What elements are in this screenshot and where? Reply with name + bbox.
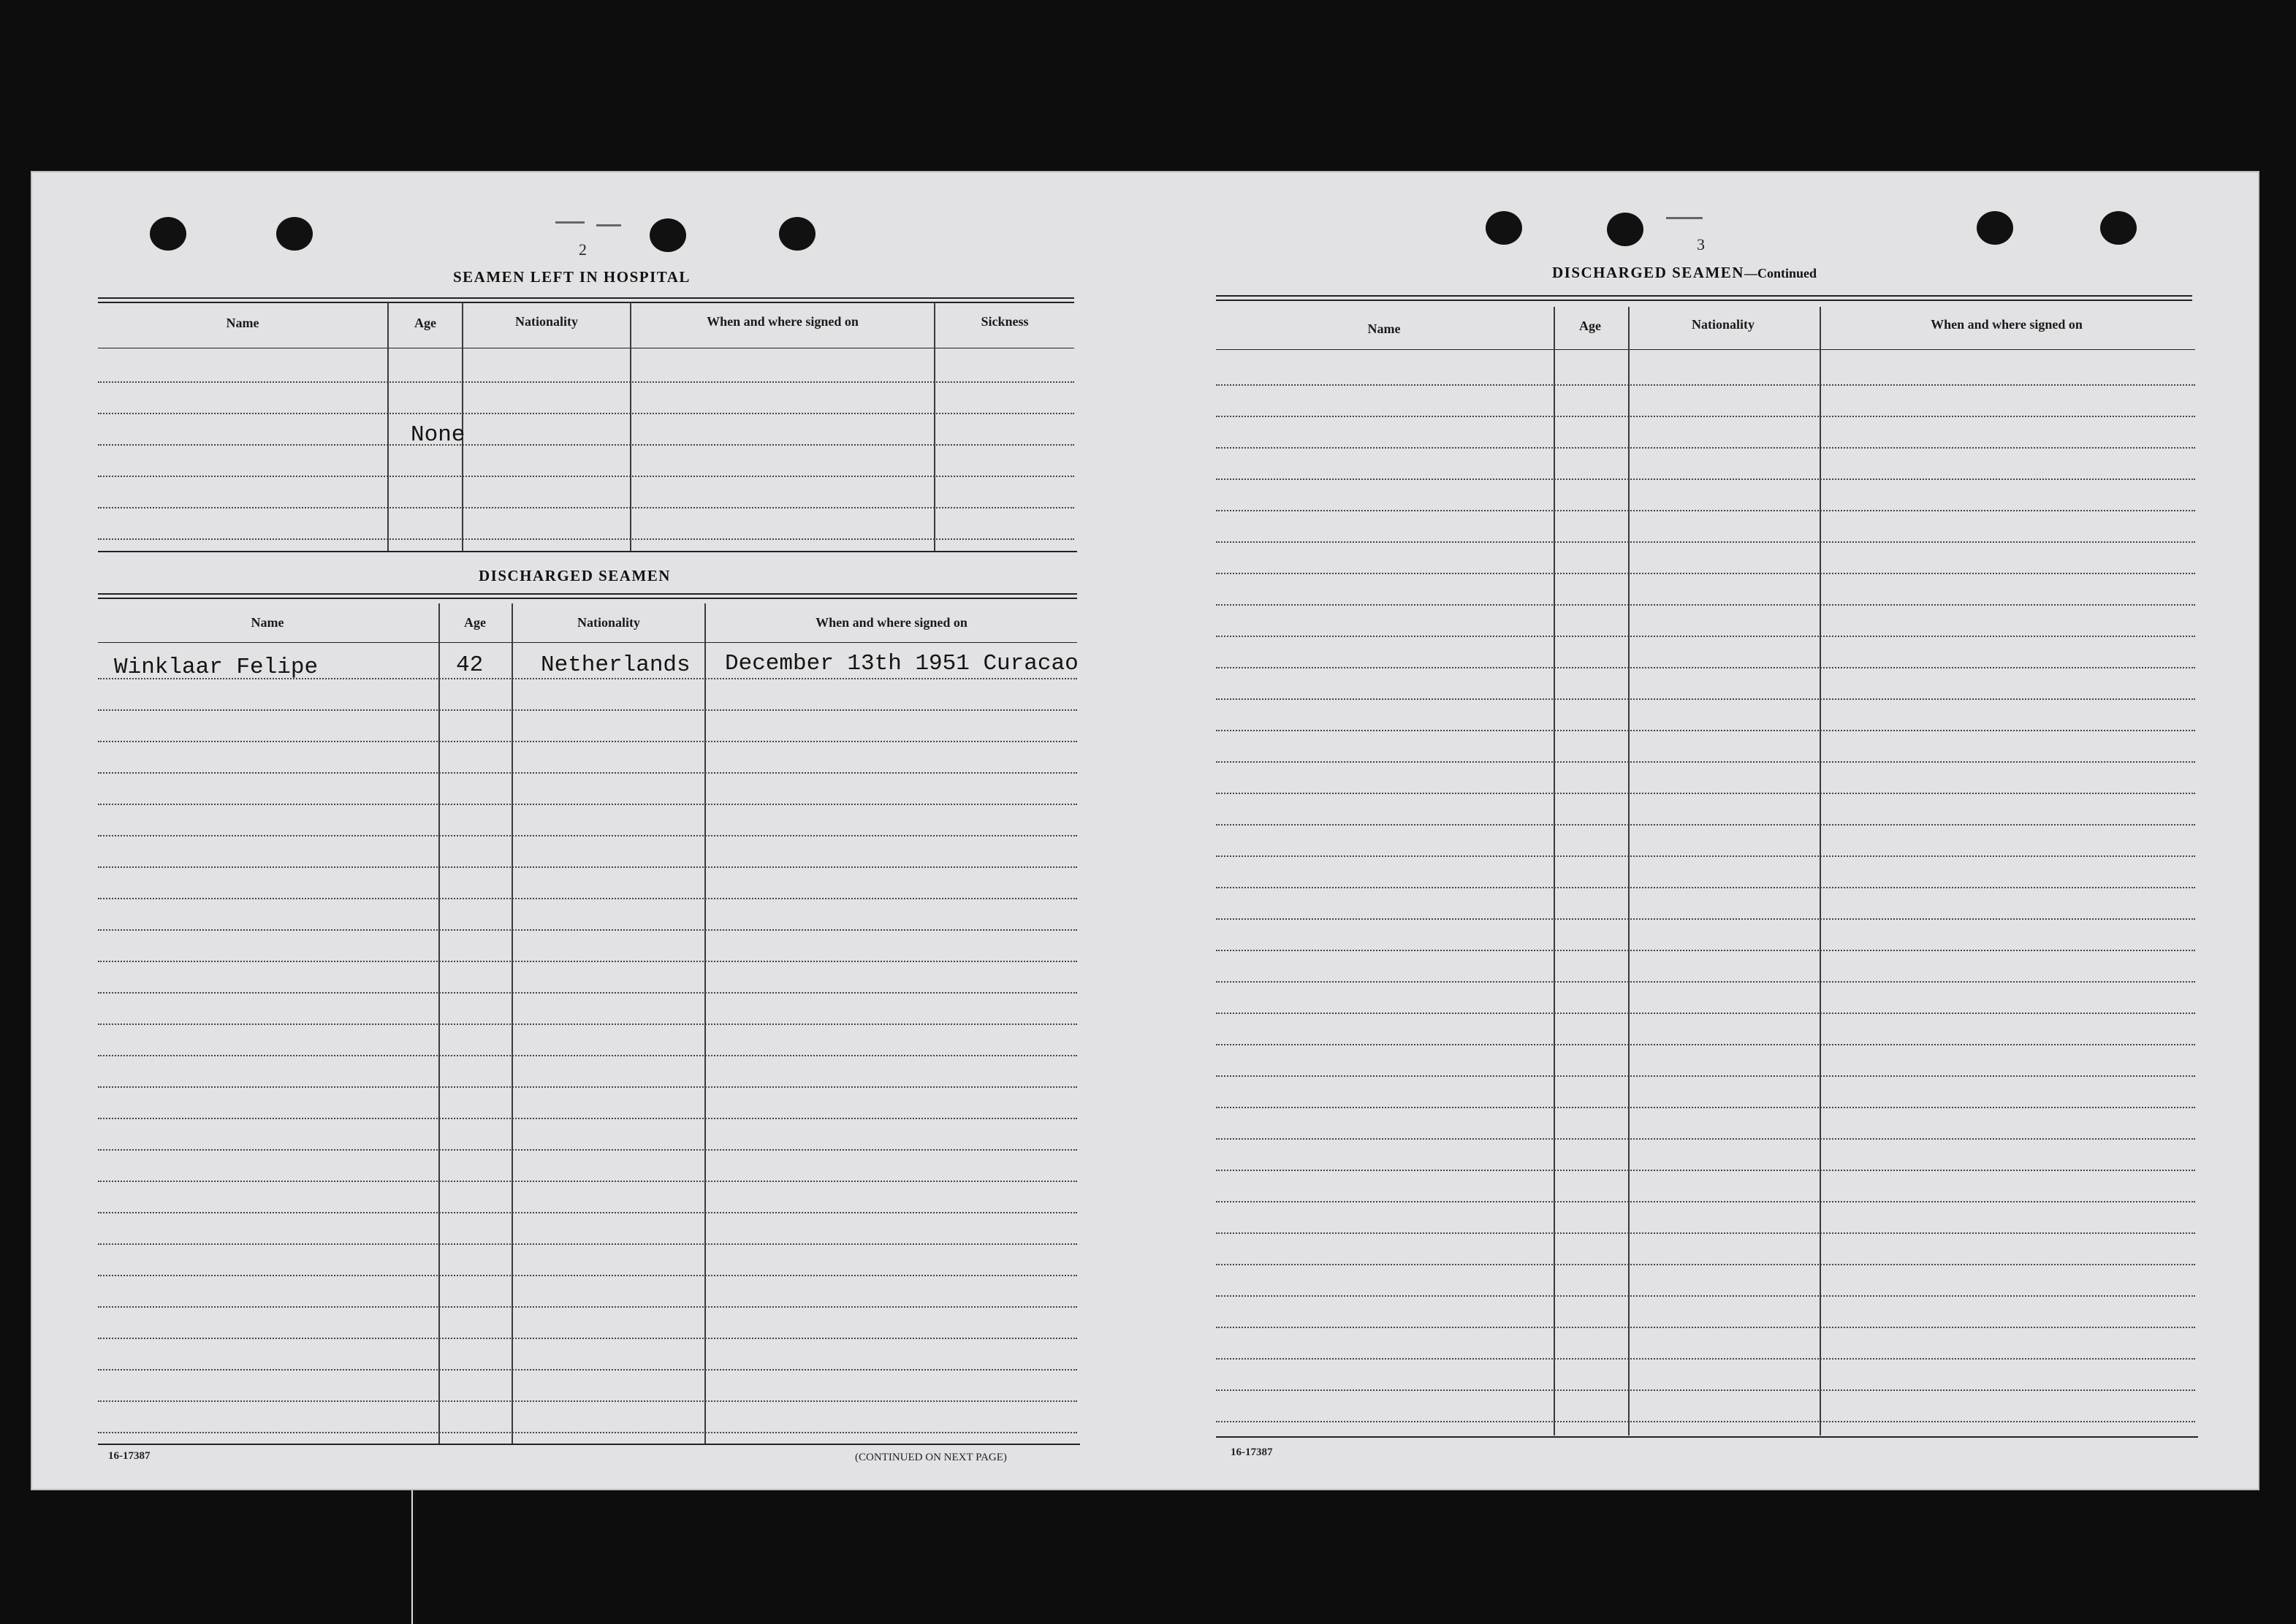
page-number: 2: [579, 240, 587, 259]
pencil-mark: [596, 224, 621, 226]
discharged-section-title: DISCHARGED SEAMEN: [479, 567, 671, 584]
title-text: DISCHARGED SEAMEN: [1552, 264, 1744, 281]
document-sheet: [31, 171, 2259, 1490]
column-header-sickness: Sickness: [981, 314, 1029, 329]
hospital-section-title: SEAMEN LEFT IN HOSPITAL: [453, 268, 691, 286]
continued-note: (CONTINUED ON NEXT PAGE): [855, 1452, 1007, 1463]
header-divider: [98, 642, 1077, 643]
column-header-signed-on: When and where signed on: [1931, 317, 2083, 332]
column-header-age: Age: [1579, 319, 1601, 333]
column-header-signed-on: When and where signed on: [816, 615, 968, 630]
pencil-mark: [1666, 217, 1703, 219]
hospital-entry-none: None: [411, 422, 465, 448]
title-suffix: —Continued: [1744, 266, 1817, 281]
punch-hole: [2100, 211, 2137, 245]
column-header-name: Name: [226, 316, 259, 330]
column-header-nationality: Nationality: [1691, 317, 1755, 332]
column-header-age: Age: [414, 316, 436, 330]
punch-hole: [150, 217, 186, 251]
header-divider: [1216, 349, 2195, 350]
punch-hole: [779, 217, 816, 251]
column-header-nationality: Nationality: [514, 314, 578, 329]
seaman-name: Winklaar Felipe: [114, 655, 319, 680]
column-header-age: Age: [464, 615, 486, 630]
form-number: 16-17387: [108, 1450, 151, 1462]
column-header-name: Name: [1367, 321, 1401, 336]
seaman-nationality: Netherlands: [541, 652, 691, 678]
film-edge-mark: [409, 1490, 417, 1624]
form-number: 16-17387: [1231, 1446, 1273, 1458]
punch-hole: [650, 218, 686, 252]
seaman-age: 42: [456, 652, 484, 678]
punch-hole: [1607, 213, 1643, 246]
discharged-continued-title: [1552, 264, 1817, 282]
punch-hole: [276, 217, 313, 251]
page-number: 3: [1697, 235, 1705, 253]
column-header-name: Name: [251, 615, 284, 630]
punch-hole: [1977, 211, 2013, 245]
column-header-signed-on: When and where signed on: [707, 314, 859, 329]
pencil-mark: [555, 221, 585, 224]
column-header-nationality: Nationality: [577, 615, 640, 630]
seaman-signed-on: December 13th 1951 Curacao: [725, 651, 1079, 676]
punch-hole: [1486, 211, 1522, 245]
